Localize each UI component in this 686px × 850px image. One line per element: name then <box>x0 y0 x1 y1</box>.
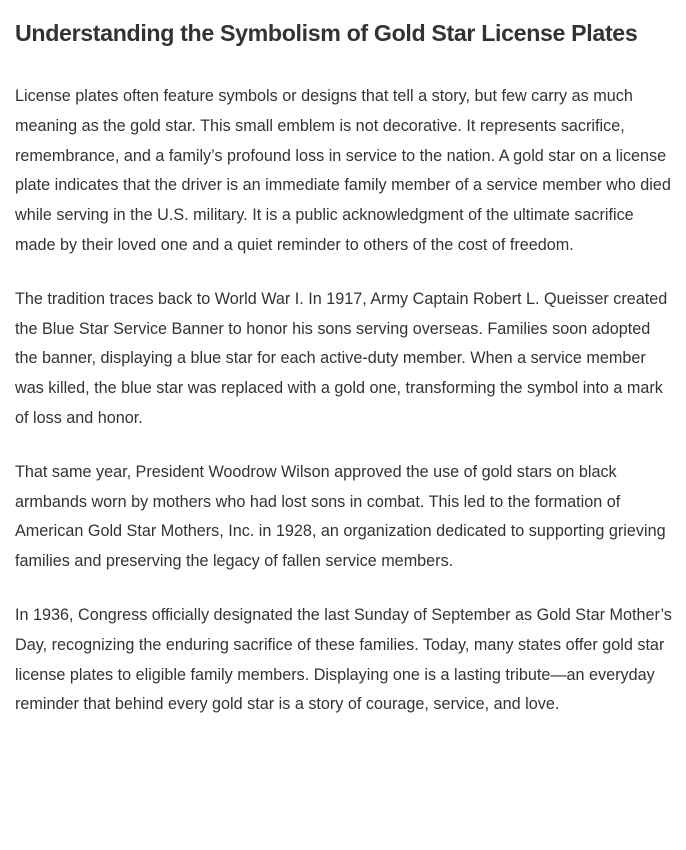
article-paragraph: License plates often feature symbols or designs that tell a story, but few carry as much meaning as the gold star. This small emblem is not decorative. It represents sacrifice, remembrance, and a family’s profound loss in service to the nation. A gold star on a license plate indicates that the driver is an immediate family member of a service member who died while serving in the U.S. military. It is a public acknowledgment of the ultimate sacrifice made by their loved one and a quiet reminder to others of the cost of freedom. <box>15 87 671 254</box>
article-body <box>15 14 677 744</box>
article-paragraph: That same year, President Woodrow Wilson approved the use of gold stars on black armbands worn by mothers who had lost sons in combat. This led to the formation of American Gold Star Mothers, Inc. in 1928, an organization dedicated to supporting grieving families and preserving the legacy of fallen service members. <box>15 462 666 571</box>
article-paragraph: The tradition traces back to World War I. In 1917, Army Captain Robert L. Queisser created the Blue Star Service Banner to honor his sons serving overseas. Families soon adopted the banner, displaying a blue star for each active-duty member. When a service member was killed, the blue star was replaced with a gold one, transforming the symbol into a mark of loss and honor. <box>15 289 668 427</box>
article-title: Understanding the Symbolism of Gold Star License Plates <box>15 20 638 46</box>
article-paragraph: In 1936, Congress officially designated the last Sunday of September as Gold Star Mother’s Day, recognizing the enduring sacrifice of these families. Today, many states offer gold star license plates to eligible family members. Displaying one is a lasting tribute—an everyday reminder that behind every gold star is a story of courage, service, and love. <box>15 605 672 714</box>
